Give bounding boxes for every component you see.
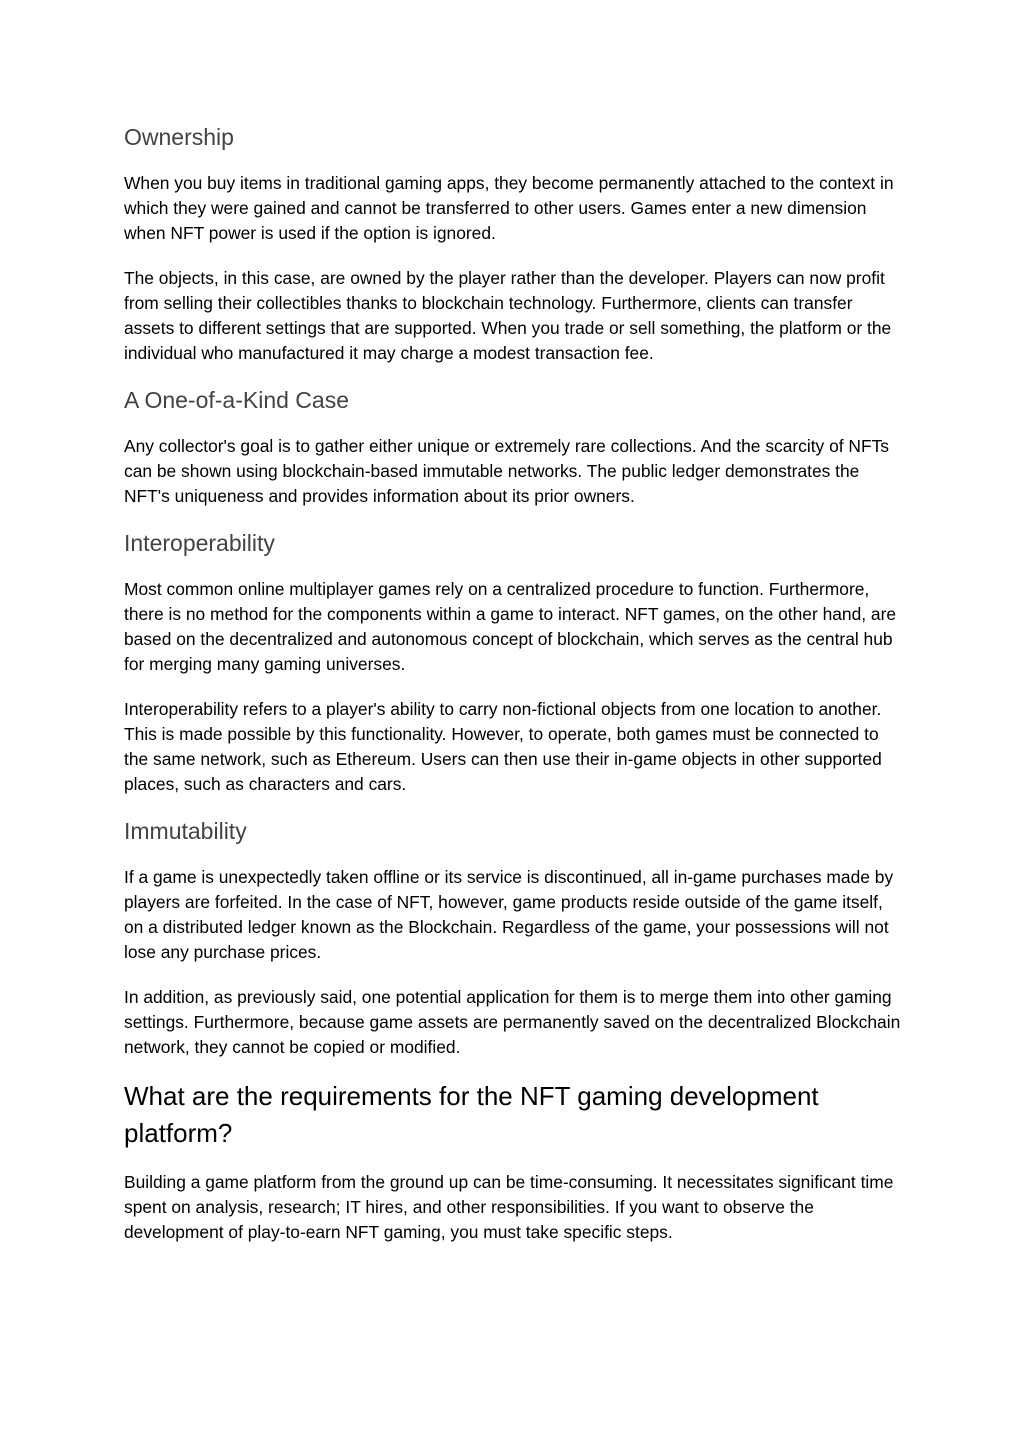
paragraph-interoperability-2: Interoperability refers to a player's ability to carry non-fictional objects from one location to another. This is made possible by this functionality. However, to operate, both games must be connected to the same network, such as Ethereum. Users can then use their in-game objects in other supported places, such as characters and cars. [124, 699, 882, 794]
document-page [124, 121, 904, 1265]
paragraph-ownership-2: The objects, in this case, are owned by the player rather than the developer. Players can now profit from selling their collectibles thanks to blockchain technology. Furthermore, clients can transfer assets to different settings that are supported. When you trade or sell something, the platform or the individual who manufactured it may charge a modest transaction fee. [124, 268, 892, 363]
heading-immutability: Immutability [124, 818, 247, 844]
heading-requirements: What are the requirements for the NFT gaming development platform? [124, 1081, 819, 1148]
paragraph-interoperability-1: Most common online multiplayer games rely on a centralized procedure to function. Furthermore, there is no method for the components within a game to interact. NFT games, on the other hand, are based on the decentralized and autonomous concept of blockchain, which serves as the central hub for merging many gaming universes. [124, 579, 897, 674]
heading-ownership: Ownership [124, 124, 234, 150]
heading-interoperability: Interoperability [124, 530, 275, 556]
paragraph-requirements: Building a game platform from the ground up can be time-consuming. It necessitates significant time spent on analysis, research; IT hires, and other responsibilities. If you want to observe the development of play-to-earn NFT gaming, you must take specific steps. [124, 1172, 894, 1242]
heading-one-of-a-kind: A One-of-a-Kind Case [124, 387, 350, 413]
paragraph-immutability-1: If a game is unexpectedly taken offline or its service is discontinued, all in-game purchases made by players are forfeited. In the case of NFT, however, game products reside outside of the game itself, on a distributed ledger known as the Blockchain. Regardless of the game, your possessions will not lose any purchase prices. [124, 867, 894, 962]
paragraph-ownership-1: When you buy items in traditional gaming apps, they become permanently attached to the context in which they were gained and cannot be transferred to other users. Games enter a new dimension when NFT power is used if the option is ignored. [124, 173, 894, 243]
paragraph-immutability-2: In addition, as previously said, one potential application for them is to merge them into other gaming settings. Furthermore, because game assets are permanently saved on the decentralized Blockchain network, they cannot be copied or modified. [124, 987, 901, 1057]
paragraph-one-of-a-kind-1: Any collector's goal is to gather either unique or extremely rare collections. And the scarcity of NFTs can be shown using blockchain-based immutable networks. The public ledger demonstrates the NFT's uniqueness and provides information about its prior owners. [124, 436, 889, 506]
